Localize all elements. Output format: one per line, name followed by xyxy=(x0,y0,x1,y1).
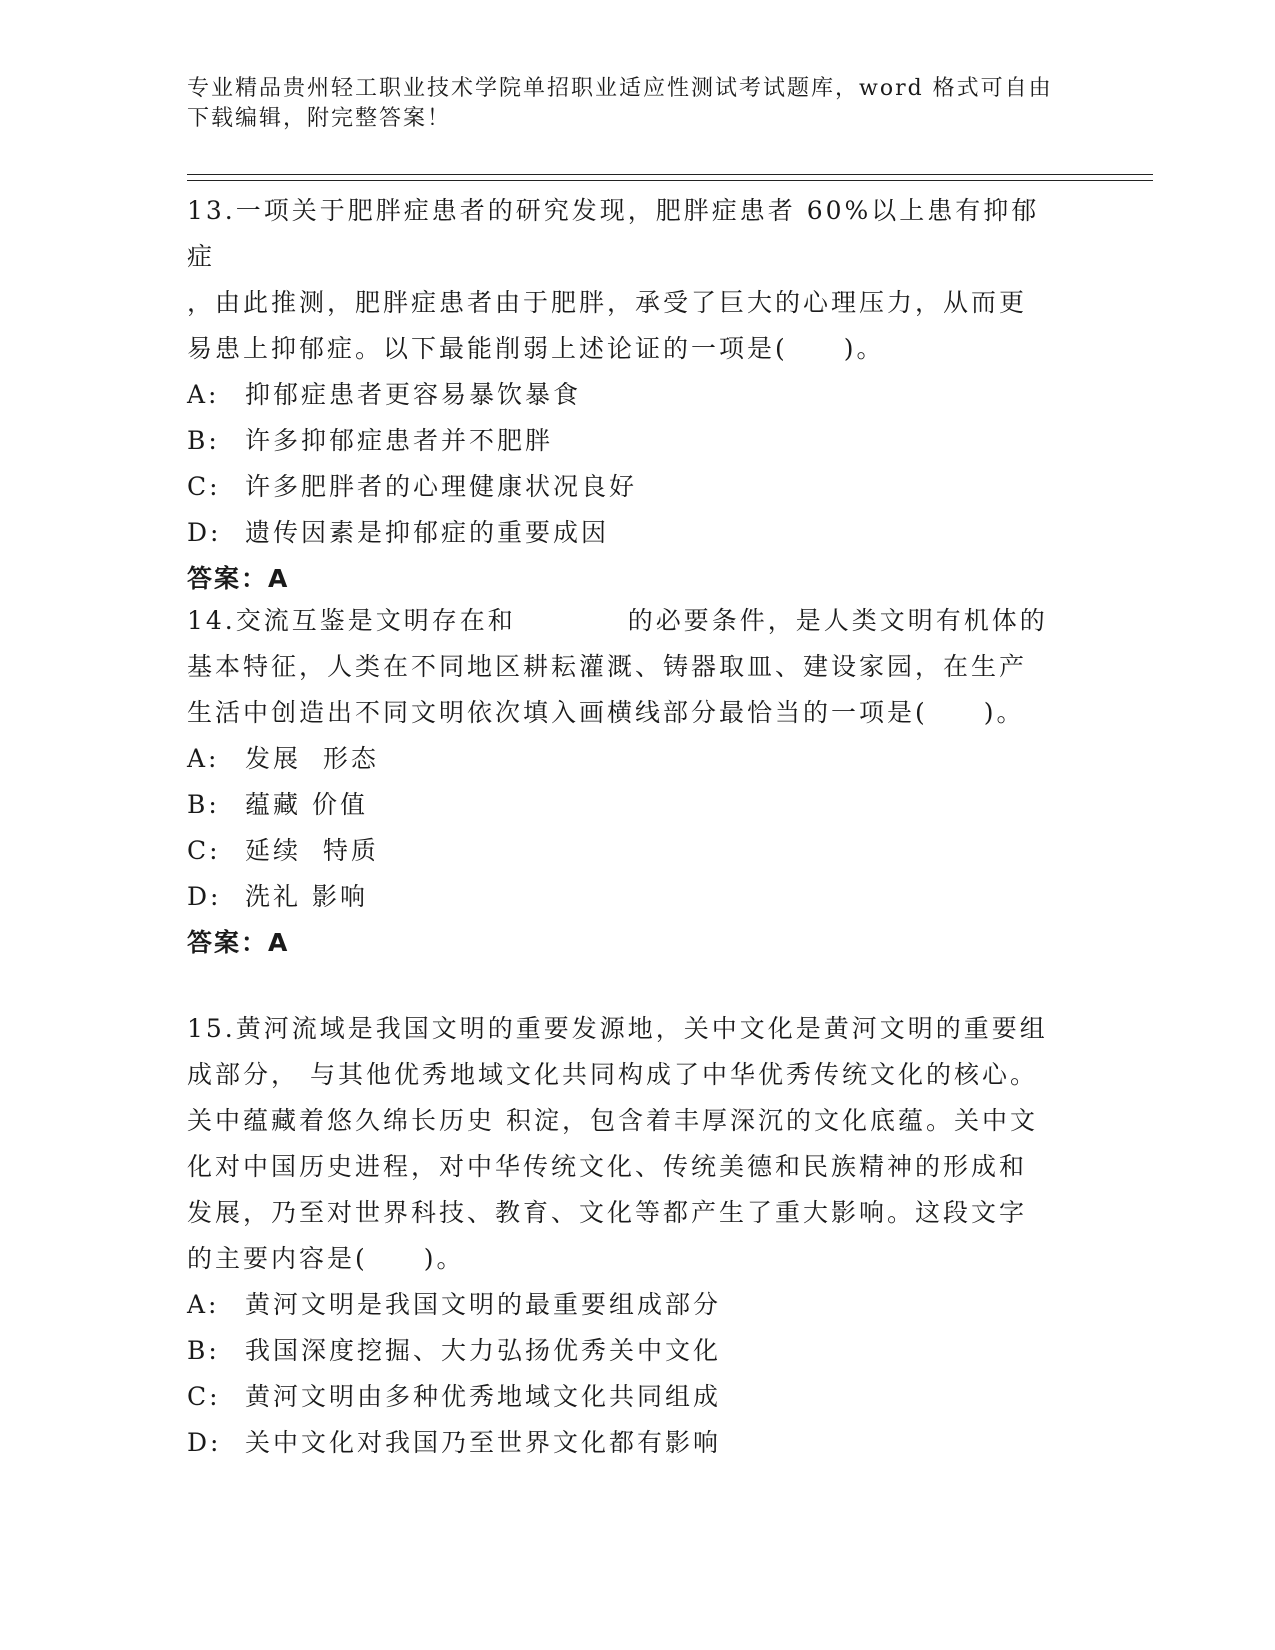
option-text: 许多抑郁症患者并不肥胖 xyxy=(245,426,554,455)
option-text: 洗礼 影响 xyxy=(245,882,368,911)
option-text: 黄河文明是我国文明的最重要组成部分 xyxy=(245,1290,722,1319)
option-label: C: xyxy=(187,1382,221,1411)
option-label: A: xyxy=(187,744,220,773)
question-13 xyxy=(187,188,1067,602)
option-a xyxy=(187,1282,1067,1328)
option-d xyxy=(187,510,1067,556)
header-divider xyxy=(187,174,1153,175)
option-text: 发展 形态 xyxy=(245,744,379,773)
option-c xyxy=(187,464,1067,510)
question-stem-line: 易患上抑郁症。以下最能削弱上述论证的一项是( )。 xyxy=(187,334,885,363)
question-14 xyxy=(187,598,1067,966)
header-line: 下载编辑，附完整答案！ xyxy=(187,106,452,131)
option-b xyxy=(187,1328,1067,1374)
option-b xyxy=(187,782,1067,828)
option-text: 关中文化对我国乃至世界文化都有影响 xyxy=(245,1428,722,1457)
option-text: 我国深度挖掘、大力弘扬优秀关中文化 xyxy=(245,1336,722,1365)
option-text: 延续 特质 xyxy=(245,836,379,865)
question-stem-line: 基本特征，人类在不同地区耕耘灌溉、铸器取皿、建设家园，在生产 xyxy=(187,652,1028,681)
question-stem-line: 13.一项关于肥胖症患者的研究发现，肥胖症患者 60%以上患有抑郁症 xyxy=(187,196,1040,271)
option-a xyxy=(187,736,1067,782)
option-label: B: xyxy=(187,426,220,455)
option-a xyxy=(187,372,1067,418)
header-divider xyxy=(187,180,1153,181)
option-label: C: xyxy=(187,836,221,865)
question-stem-line: 发展，乃至对世界科技、教育、文化等都产生了重大影响。这段文字 xyxy=(187,1198,1028,1227)
question-stem-line: 成部分， 与其他优秀地域文化共同构成了中华优秀传统文化的核心。 xyxy=(187,1060,1038,1089)
option-c xyxy=(187,828,1067,874)
option-label: D: xyxy=(187,882,222,911)
option-text: 许多肥胖者的心理健康状况良好 xyxy=(245,472,638,501)
option-label: C: xyxy=(187,472,221,501)
question-stem-line: 生活中创造出不同文明依次填入画横线部分最恰当的一项是( )。 xyxy=(187,698,1025,727)
question-15 xyxy=(187,1006,1067,1466)
option-d xyxy=(187,1420,1067,1466)
option-label: D: xyxy=(187,518,222,547)
option-text: 蕴藏 价值 xyxy=(245,790,368,819)
option-c xyxy=(187,1374,1067,1420)
question-stem-line: 15.黄河流域是我国文明的重要发源地，关中文化是黄河文明的重要组 xyxy=(187,1014,1048,1043)
option-b xyxy=(187,418,1067,464)
answer-line: 答案：A xyxy=(187,564,290,593)
page-header xyxy=(187,74,1067,134)
option-label: D: xyxy=(187,1428,222,1457)
option-label: B: xyxy=(187,790,220,819)
option-text: 抑郁症患者更容易暴饮暴食 xyxy=(245,380,582,409)
option-text: 遗传因素是抑郁症的重要成因 xyxy=(245,518,610,547)
question-stem-line: 关中蕴藏着悠久绵长历史 积淀，包含着丰厚深沉的文化底蕴。关中文 xyxy=(187,1106,1038,1135)
option-d xyxy=(187,874,1067,920)
option-label: B: xyxy=(187,1336,220,1365)
question-stem-line: 的主要内容是( )。 xyxy=(187,1244,465,1273)
question-stem-line: ，由此推测，肥胖症患者由于肥胖，承受了巨大的心理压力，从而更 xyxy=(187,288,1028,317)
option-text: 黄河文明由多种优秀地域文化共同组成 xyxy=(245,1382,722,1411)
option-label: A: xyxy=(187,380,220,409)
option-label: A: xyxy=(187,1290,220,1319)
question-stem-line: 14.交流互鉴是文明存在和 的必要条件，是人类文明有机体的 xyxy=(187,606,1048,635)
answer-line: 答案：A xyxy=(187,928,290,957)
header-line: 专业精品贵州轻工职业技术学院单招职业适应性测试考试题库，word 格式可自由 xyxy=(187,76,1053,101)
question-stem-line: 化对中国历史进程，对中华传统文化、传统美德和民族精神的形成和 xyxy=(187,1152,1028,1181)
